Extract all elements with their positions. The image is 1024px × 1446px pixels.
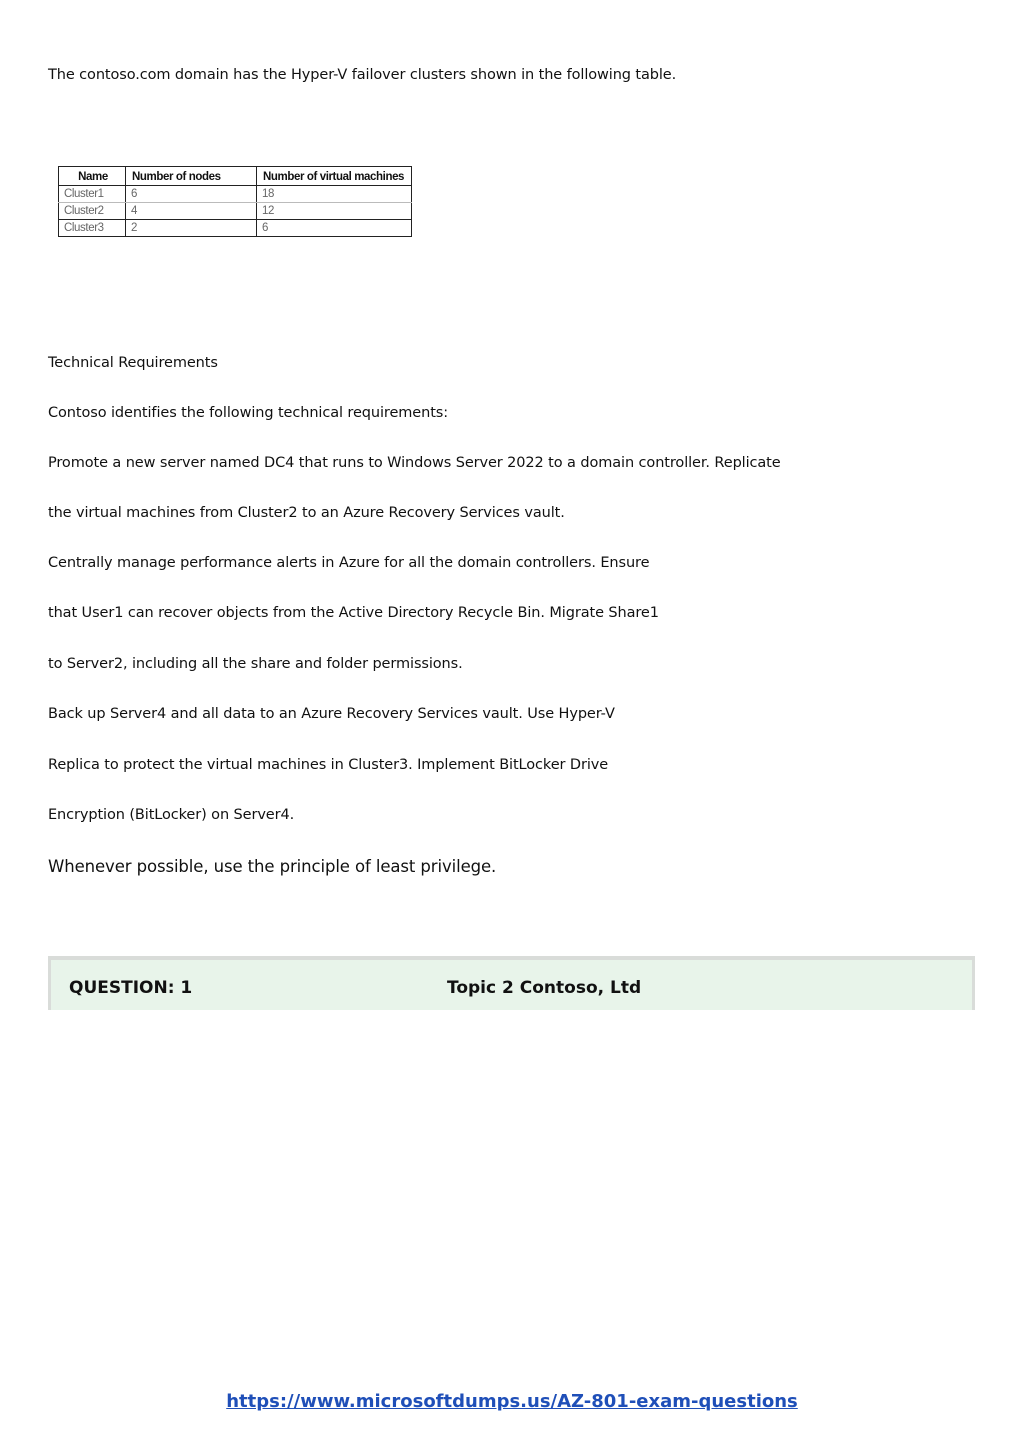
column-header-name: Name xyxy=(59,167,126,186)
section-title: Technical Requirements xyxy=(48,355,218,371)
cluster-table xyxy=(58,166,412,237)
table-row xyxy=(59,186,412,203)
table-row xyxy=(59,220,412,237)
cell-name: Cluster2 xyxy=(59,203,126,220)
requirements-line: Promote a new server named DC4 that runs to Windows Server 2022 to a domain controller. Replicate xyxy=(48,455,781,471)
requirements-line: to Server2, including all the share and folder permissions. xyxy=(48,656,463,672)
question-label: QUESTION: 1 xyxy=(69,978,193,998)
requirements-line: that User1 can recover objects from the Active Directory Recycle Bin. Migrate Share1 xyxy=(48,605,659,621)
cell-vms: 6 xyxy=(257,220,412,237)
requirements-line: Back up Server4 and all data to an Azure Recovery Services vault. Use Hyper-V xyxy=(48,706,615,722)
table-row xyxy=(59,203,412,220)
cell-nodes: 6 xyxy=(126,186,257,203)
requirements-line: Encryption (BitLocker) on Server4. xyxy=(48,807,295,823)
requirements-line: Replica to protect the virtual machines in Cluster3. Implement BitLocker Drive xyxy=(48,757,609,773)
cell-vms: 12 xyxy=(257,203,412,220)
footer-link[interactable]: https://www.microsoftdumps.us/AZ-801-exam-questions xyxy=(226,1391,798,1412)
question-topic: Topic 2 Contoso, Ltd xyxy=(447,978,642,998)
column-header-nodes: Number of nodes xyxy=(126,167,257,186)
table-header-row xyxy=(59,167,412,186)
cell-name: Cluster3 xyxy=(59,220,126,237)
requirements-line: the virtual machines from Cluster2 to an Azure Recovery Services vault. xyxy=(48,505,565,521)
question-header-box xyxy=(48,956,975,1010)
requirements-line: Centrally manage performance alerts in Azure for all the domain controllers. Ensure xyxy=(48,555,650,571)
intro-text: The contoso.com domain has the Hyper-V failover clusters shown in the following table. xyxy=(48,67,677,83)
cell-vms: 18 xyxy=(257,186,412,203)
cell-nodes: 2 xyxy=(126,220,257,237)
closing-text: Whenever possible, use the principle of least privilege. xyxy=(48,857,497,876)
cell-nodes: 4 xyxy=(126,203,257,220)
column-header-vms: Number of virtual machines xyxy=(257,167,412,186)
cell-name: Cluster1 xyxy=(59,186,126,203)
requirements-line: Contoso identifies the following technical requirements: xyxy=(48,405,449,421)
